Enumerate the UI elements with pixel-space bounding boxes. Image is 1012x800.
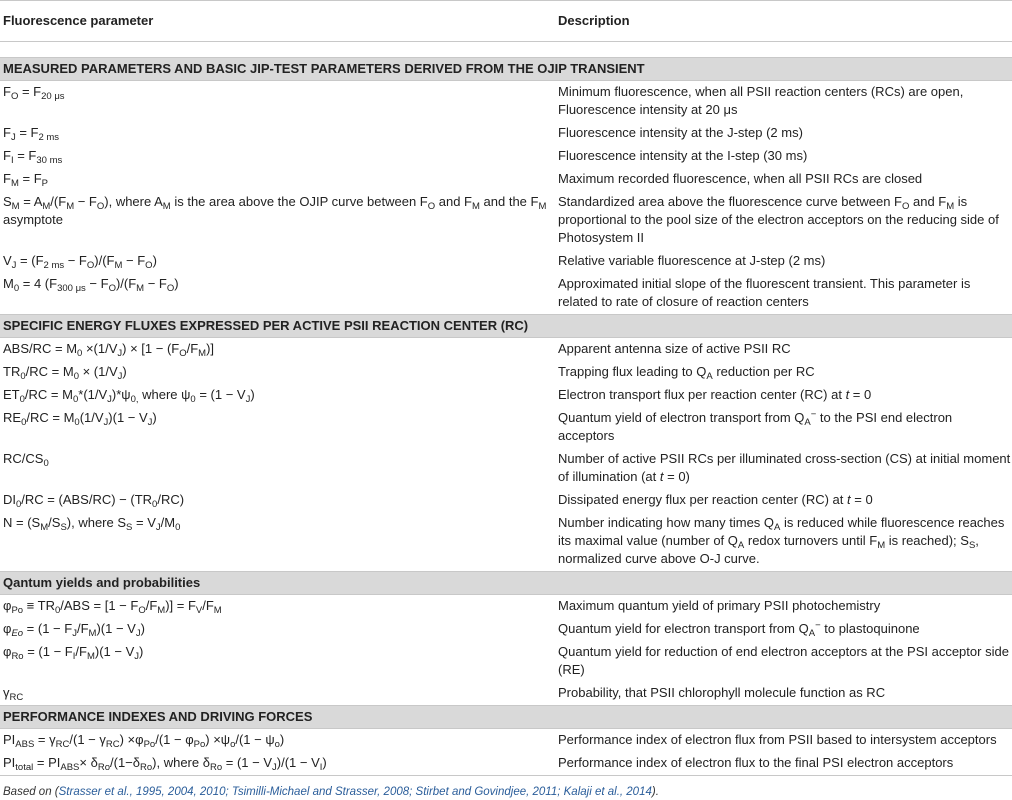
description-cell: Number indicating how many times $Q_A$ is reduced while fluorescence reaches its maximal value (number of $Q_A$ redox turnovers until $F_M$ is reached); $S_S$, normalized curve above O-J curve. [558, 515, 1005, 566]
table-row [0, 122, 1012, 145]
description-cell: Fluorescence intensity at the I-step (30 ms) [558, 148, 808, 163]
section-header-row [0, 315, 1012, 338]
footnote-prefix: Based on ( [3, 786, 59, 798]
table-row [0, 752, 1012, 776]
description-cell: Trapping flux leading to $Q_A$ reduction per RC [558, 364, 815, 382]
parameter-cell: $PI_{ABS} = \gamma_{RC}/(1 - \gamma_{RC}) \times\varphi_{Po}/(1 - \varphi_{Po}) \times\psi_o/(1 - \psi_o)$ [3, 732, 285, 750]
table-row [0, 250, 1012, 273]
parameter-cell: $F_J = F_{2 ms}$ [3, 125, 60, 143]
table-row [0, 512, 1012, 572]
section-title: SPECIFIC ENERGY FLUXES EXPRESSED PER ACTIVE PSII REACTION CENTER (RC) [0, 315, 1012, 338]
description-cell: Fluorescence intensity at the J-step (2 ms) [558, 125, 803, 140]
section-title: PERFORMANCE INDEXES AND DRIVING FORCES [0, 706, 1012, 729]
description-cell: Approximated initial slope of the fluorescent transient. This parameter is related to rate of closure of reaction centers [558, 276, 971, 309]
table-row [0, 641, 1012, 682]
description-cell: Quantum yield for reduction of end electron acceptors at the PSI acceptor side (RE) [558, 644, 1009, 677]
description-cell: Relative variable fluorescence at J-step (2 ms) [558, 253, 826, 268]
description-cell: Quantum yield of electron transport from $Q_A^-$ to the PSI end electron acceptors [558, 409, 953, 443]
description-cell: Apparent antenna size of active PSII RC [558, 341, 791, 356]
table-row [0, 448, 1012, 489]
description-cell: Performance index of electron flux to the final PSI electron acceptors [554, 752, 1012, 776]
description-cell: Maximum recorded fluorescence, when all PSII RCs are closed [558, 171, 923, 186]
parameter-cell: $F_I = F_{30 ms}$ [3, 148, 63, 166]
section-title: Qantum yields and probabilities [0, 572, 1012, 595]
description-cell: Electron transport flux per reaction center (RC) at t = 0 [558, 387, 872, 402]
parameter-cell: $\gamma_{RC}$ [3, 685, 24, 703]
table-row [0, 81, 1012, 123]
table-row [0, 595, 1012, 619]
parameter-cell: $ABS/RC = M_0 \times(1/V_J) \times [1 - (F_O/F_M)]$ [3, 341, 215, 359]
footnote-suffix: ). [651, 786, 659, 798]
column-header-description: Description [554, 1, 1012, 42]
table-row [0, 682, 1012, 706]
parameter-cell: $S_M = A_M/(F_M - F_O)$, where $A_M$ is the area above the OJIP curve between $F_O$ and $F_M$ and the $F_M$ asymptote [3, 194, 547, 227]
table-row [0, 407, 1012, 448]
table-row [0, 618, 1012, 641]
parameter-cell: $\varphi_{Ro} = (1 - F_I/F_M)(1 - V_J)$ [3, 644, 144, 662]
table-row [0, 361, 1012, 384]
table-row [0, 273, 1012, 315]
description-cell: Maximum quantum yield of primary PSII photochemistry [558, 598, 881, 613]
table-row [0, 168, 1012, 191]
section-header-row [0, 58, 1012, 81]
section-header-row [0, 706, 1012, 729]
table-row [0, 384, 1012, 407]
parameter-cell: $DI_0/RC = (ABS/RC) - (TR_0/RC)$ [3, 492, 185, 510]
table-row [0, 489, 1012, 512]
parameter-cell: $RE_0/RC = M_0(1/V_J)(1 - V_J)$ [3, 410, 157, 428]
description-cell: Number of active PSII RCs per illuminated cross-section (CS) at initial moment of illumination (at t = 0) [558, 451, 1011, 484]
table-row [0, 338, 1012, 362]
table-row [0, 145, 1012, 168]
header-spacer [0, 42, 1012, 58]
table-row [0, 191, 1012, 250]
parameter-cell: $F_O = F_{20 \mu s}$ [3, 84, 65, 102]
parameter-cell: $RC/CS_0$ [3, 451, 49, 469]
section-header-row [0, 572, 1012, 595]
parameter-cell: $M_0 = 4$ $(F_{300 \mu s} - F_O)/(F_M - F_O)$ [3, 276, 179, 294]
parameter-cell: $PI_{total} = PI_{ABS}\times \delta_{Ro}/(1-\delta_{Ro})$, where $\delta_{Ro} = (1 - V_J)/(1 - V_I)$ [0, 752, 554, 776]
description-cell: Minimum fluorescence, when all PSII reaction centers (RCs) are open, Fluorescence intensity at 20 μs [558, 84, 964, 117]
table-body [0, 42, 1012, 776]
parameter-cell: $N = (S_M/S_S)$, where $S_S = V_J/M_0$ [3, 515, 181, 533]
footnote-references: Strasser et al., 1995, 2004, 2010; Tsimilli-Michael and Strasser, 2008; Stirbet and Govindjee, 2011; Kalaji et al., 2014 [58, 786, 652, 798]
table-footnote [0, 776, 1012, 800]
table-header-row [0, 1, 1012, 42]
parameter-cell: $ET_0/RC = M_0*(1/V_J)*\psi_{0,}$ where $\psi_0 = (1 - V_J)$ [3, 387, 255, 405]
parameter-cell: $\varphi_{Eo} = (1 - F_J/F_M)(1 - V_J)$ [3, 621, 145, 639]
description-cell: Quantum yield for electron transport from $Q_A^-$ to plastoquinone [558, 620, 920, 639]
parameter-cell: $TR_0/RC = M_0 \times (1/V_J)$ [3, 364, 127, 382]
parameter-cell: $\varphi_{Po} \equiv TR_0/ABS = [1 - F_O/F_M)] = F_V/F_M$ [3, 598, 222, 616]
description-cell: Probability, that PSII chlorophyll molecule function as RC [558, 685, 886, 700]
table-row [0, 729, 1012, 753]
parameter-cell: $F_M = F_P$ [3, 171, 48, 189]
column-header-parameter: Fluorescence parameter [0, 1, 554, 42]
section-title: MEASURED PARAMETERS AND BASIC JIP-TEST PARAMETERS DERIVED FROM THE OJIP TRANSIENT [0, 58, 1012, 81]
description-cell: Performance index of electron flux from PSII based to intersystem acceptors [558, 732, 997, 747]
parameter-cell: $V_J = (F_{2 ms} - F_O)/(F_M - F_O)$ [3, 253, 157, 271]
description-cell: Dissipated energy flux per reaction center (RC) at t = 0 [558, 492, 873, 507]
description-cell: Standardized area above the fluorescence curve between $F_O$ and $F_M$ is proportional to the pool size of the electron acceptors on the reducing side of Photosystem II [558, 194, 999, 245]
